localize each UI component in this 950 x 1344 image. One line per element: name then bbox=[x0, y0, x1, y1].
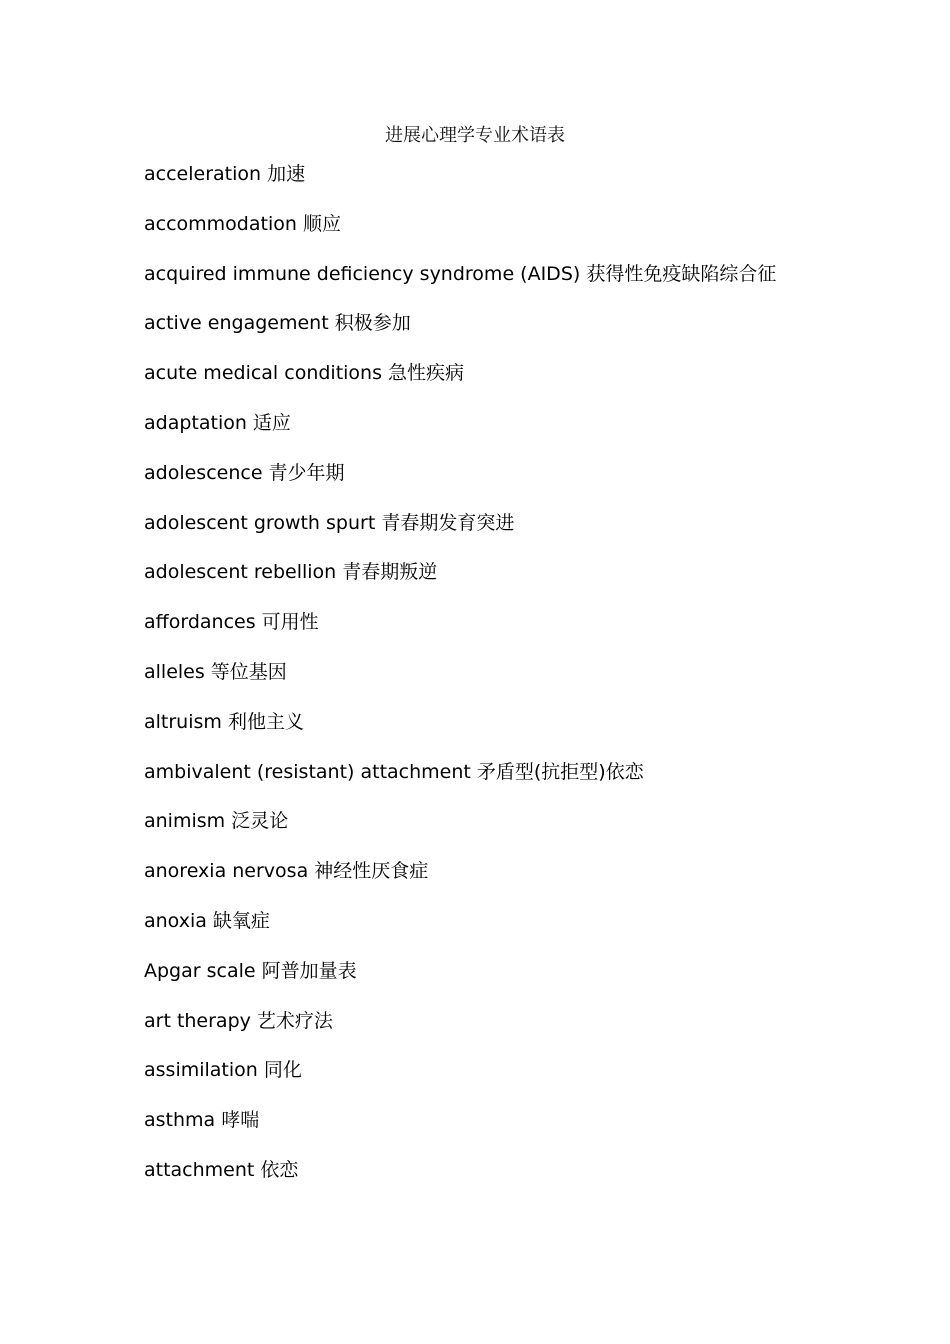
glossary-term: altruism 利他主义 bbox=[144, 710, 304, 733]
glossary-term: acute medical conditions 急性疾病 bbox=[144, 362, 465, 385]
glossary-term: adolescent rebellion 青春期叛逆 bbox=[144, 561, 438, 584]
glossary-term: acceleration 加速 bbox=[144, 163, 306, 185]
glossary-term: asthma 哮喘 bbox=[144, 1109, 260, 1132]
glossary-term: ambivalent (resistant) attachment 矛盾型(抗拒型)依恋 bbox=[144, 760, 644, 783]
glossary-term: Apgar scale 阿普加量表 bbox=[144, 959, 357, 982]
glossary-term: attachment 依恋 bbox=[144, 1158, 299, 1181]
glossary-term-list bbox=[144, 160, 904, 1206]
glossary-term: active engagement 积极参加 bbox=[144, 312, 411, 335]
glossary-term: adaptation 适应 bbox=[144, 411, 291, 434]
glossary-term: affordances 可用性 bbox=[144, 611, 319, 634]
glossary-term: art therapy 艺术疗法 bbox=[144, 1009, 333, 1032]
glossary-term: accommodation 顺应 bbox=[144, 212, 341, 235]
glossary-term: anoxia 缺氧症 bbox=[144, 909, 270, 932]
glossary-term: anorexia nervosa 神经性厌食症 bbox=[144, 860, 429, 883]
glossary-term: adolescent growth spurt 青春期发育突进 bbox=[144, 511, 515, 534]
glossary-term: animism 泛灵论 bbox=[144, 810, 289, 833]
glossary-term: acquired immune deficiency syndrome (AIDS) 获得性免疫缺陷综合征 bbox=[144, 262, 777, 285]
glossary-term: alleles 等位基因 bbox=[144, 660, 287, 683]
glossary-term: adolescence 青少年期 bbox=[144, 461, 345, 484]
document-title: 进展心理学专业术语表 bbox=[385, 125, 565, 146]
glossary-term: assimilation 同化 bbox=[144, 1059, 302, 1082]
